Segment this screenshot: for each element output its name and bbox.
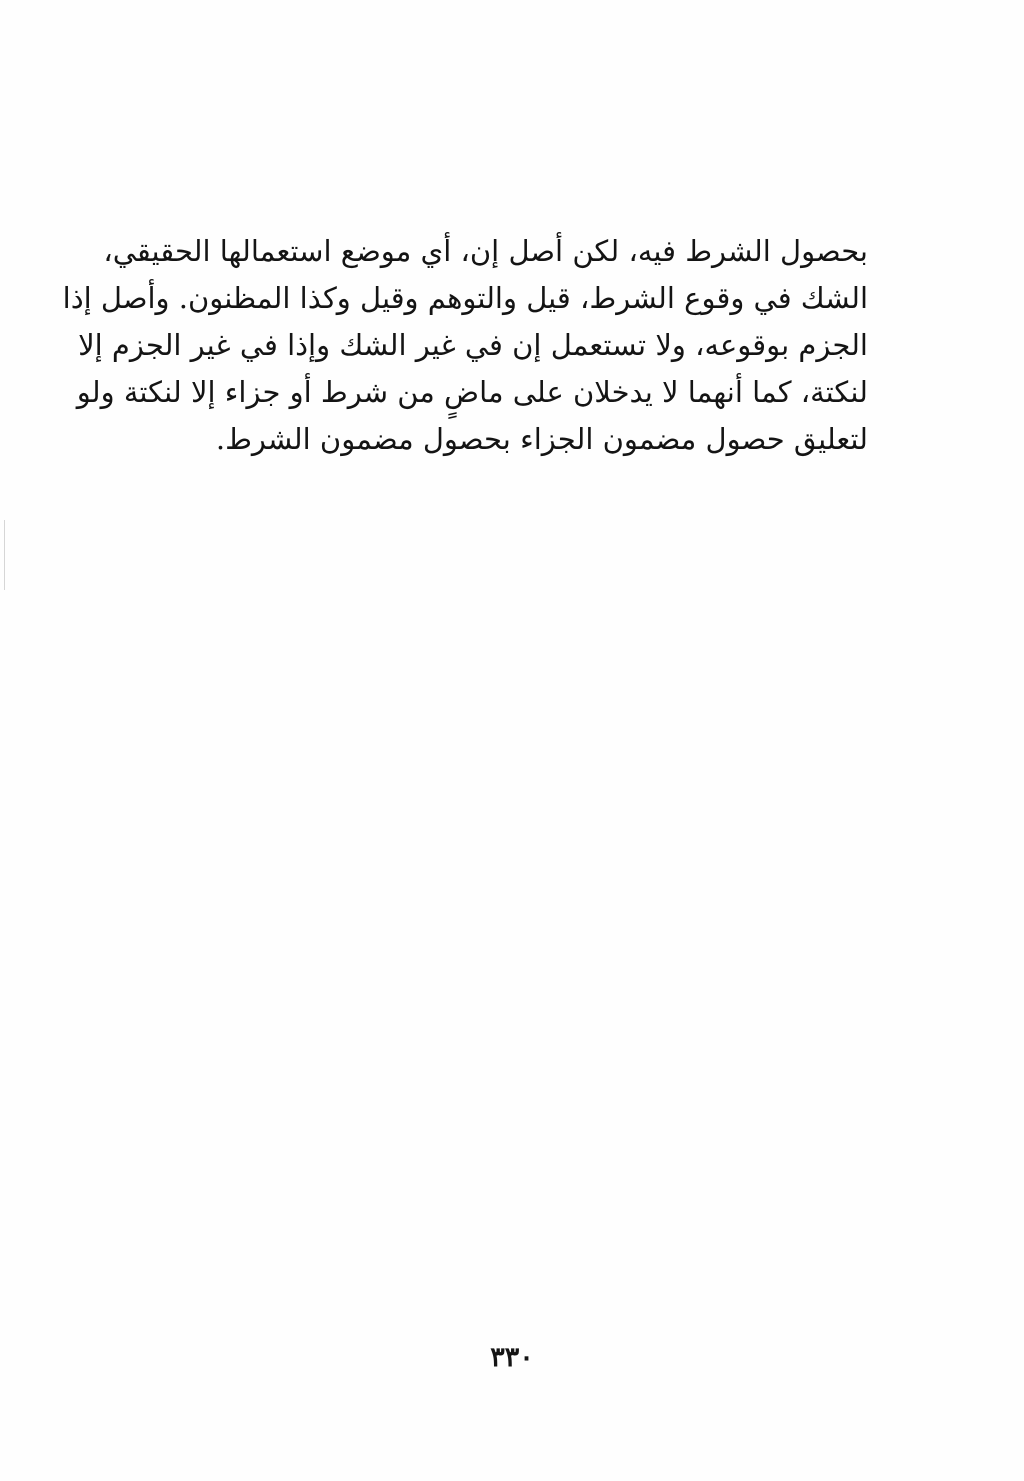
paragraph-line-3: الجزم بوقوعه، ولا تستعمل إن في غير الشك وإذا في غير الجزم إلا [78, 328, 868, 362]
paragraph-line-2: الشك في وقوع الشرط، قيل والتوهم وقيل وكذا المظنون. وأصل إذا [62, 281, 868, 315]
scan-edge-mark [4, 520, 5, 590]
body-paragraph [62, 228, 868, 463]
paragraph-line-5: لتعليق حصول مضمون الجزاء بحصول مضمون الشرط. [215, 422, 868, 456]
paragraph-line-4: لنكتة، كما أنهما لا يدخلان على ماضٍ من شرط أو جزاء إلا لنكتة ولو [76, 375, 868, 409]
paragraph-line-1: بحصول الشرط فيه، لكن أصل إن، أي موضع استعمالها الحقيقي، [103, 234, 868, 268]
page-number: ٣٣٠ [490, 1342, 534, 1373]
